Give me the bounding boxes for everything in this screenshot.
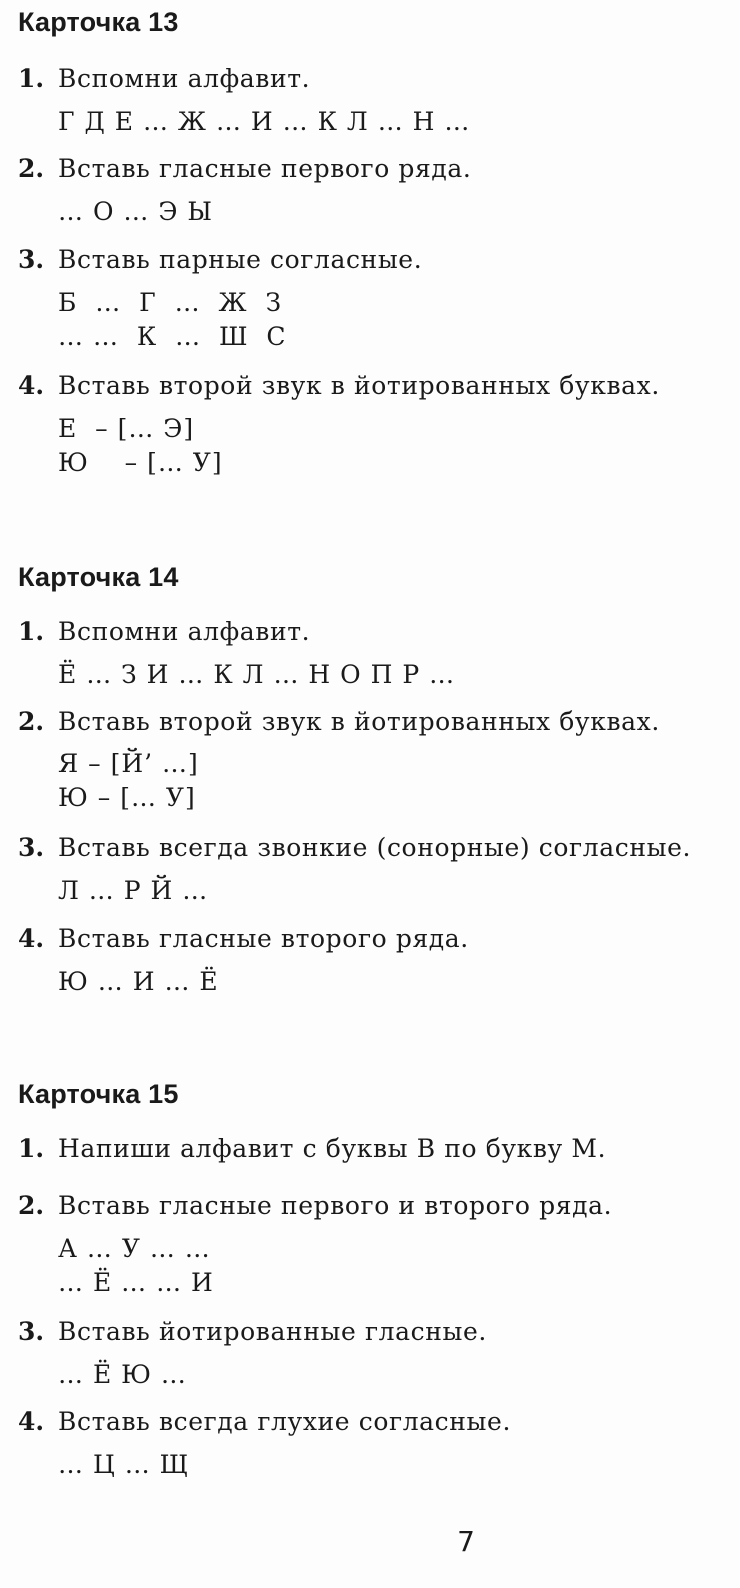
task-text: Вставь всегда глухие согласные. (58, 1407, 511, 1436)
task-line: Я – [Й’ …] (58, 749, 199, 778)
task-line: … Ё … … И (58, 1268, 214, 1297)
task-2 (18, 1189, 612, 1300)
task-text: Вставь второй звук в йотированных буквах. (58, 707, 660, 736)
task-number: 4. (18, 1407, 45, 1436)
task-3 (18, 831, 691, 908)
task-3 (18, 1315, 487, 1392)
task-line: Б … Г … Ж З (58, 288, 283, 317)
task-number: 4. (18, 371, 45, 400)
task-line: Ю – [… У] (58, 783, 196, 812)
task-line: Ё … З И … К Л … Н О П Р … (58, 660, 456, 689)
card-title: Карточка 14 (18, 562, 179, 592)
card-13 (18, 6, 728, 477)
task-1 (18, 1132, 606, 1166)
task-2 (18, 705, 660, 815)
task-4 (18, 922, 469, 999)
task-line: … О … Э Ы (58, 197, 214, 226)
task-line: … Ц … Щ (58, 1450, 190, 1479)
task-line: А … У … … (58, 1234, 211, 1263)
task-number: 4. (18, 924, 45, 953)
task-line: Г Д Е … Ж … И … К Л … Н … (58, 107, 471, 136)
task-1 (18, 62, 470, 139)
task-line: Л … Р Й … (58, 876, 209, 905)
task-line: Е – [… Э] (58, 414, 195, 443)
task-number: 3. (18, 833, 45, 862)
task-text: Вставь йотированные гласные. (58, 1317, 487, 1346)
task-text: Вставь парные согласные. (58, 245, 423, 274)
task-number: 1. (18, 617, 45, 646)
task-line: … … К … Ш С (58, 322, 287, 351)
task-line: Ю … И … Ё (58, 967, 219, 996)
task-4 (18, 1405, 511, 1482)
task-number: 3. (18, 245, 45, 274)
task-text: Вставь второй звук в йотированных буквах. (58, 371, 660, 400)
task-text: Вставь гласные первого и второго ряда. (58, 1191, 613, 1220)
task-4 (18, 369, 660, 480)
task-number: 2. (18, 154, 45, 183)
task-2 (18, 152, 471, 229)
task-number: 2. (18, 1191, 45, 1220)
task-line: … Ё Ю … (58, 1360, 187, 1389)
task-line: Ю – [… У] (58, 448, 223, 477)
task-text: Вставь всегда звонкие (сонорные) согласные. (58, 833, 692, 862)
card-title: Карточка 15 (18, 1079, 179, 1109)
card-15 (18, 1078, 728, 1479)
task-number: 1. (18, 1134, 45, 1163)
page-number: 7 (457, 1525, 475, 1558)
task-text: Вспомни алфавит. (58, 64, 311, 93)
card-title: Карточка 13 (18, 7, 179, 37)
task-text: Вставь гласные первого ряда. (58, 154, 472, 183)
task-text: Вставь гласные второго ряда. (58, 924, 469, 953)
card-14 (18, 561, 728, 996)
task-number: 2. (18, 707, 45, 736)
task-number: 3. (18, 1317, 45, 1346)
task-text: Напиши алфавит с буквы В по букву М. (58, 1134, 607, 1163)
task-3 (18, 243, 422, 354)
task-text: Вспомни алфавит. (58, 617, 311, 646)
task-number: 1. (18, 64, 45, 93)
task-1 (18, 615, 455, 692)
